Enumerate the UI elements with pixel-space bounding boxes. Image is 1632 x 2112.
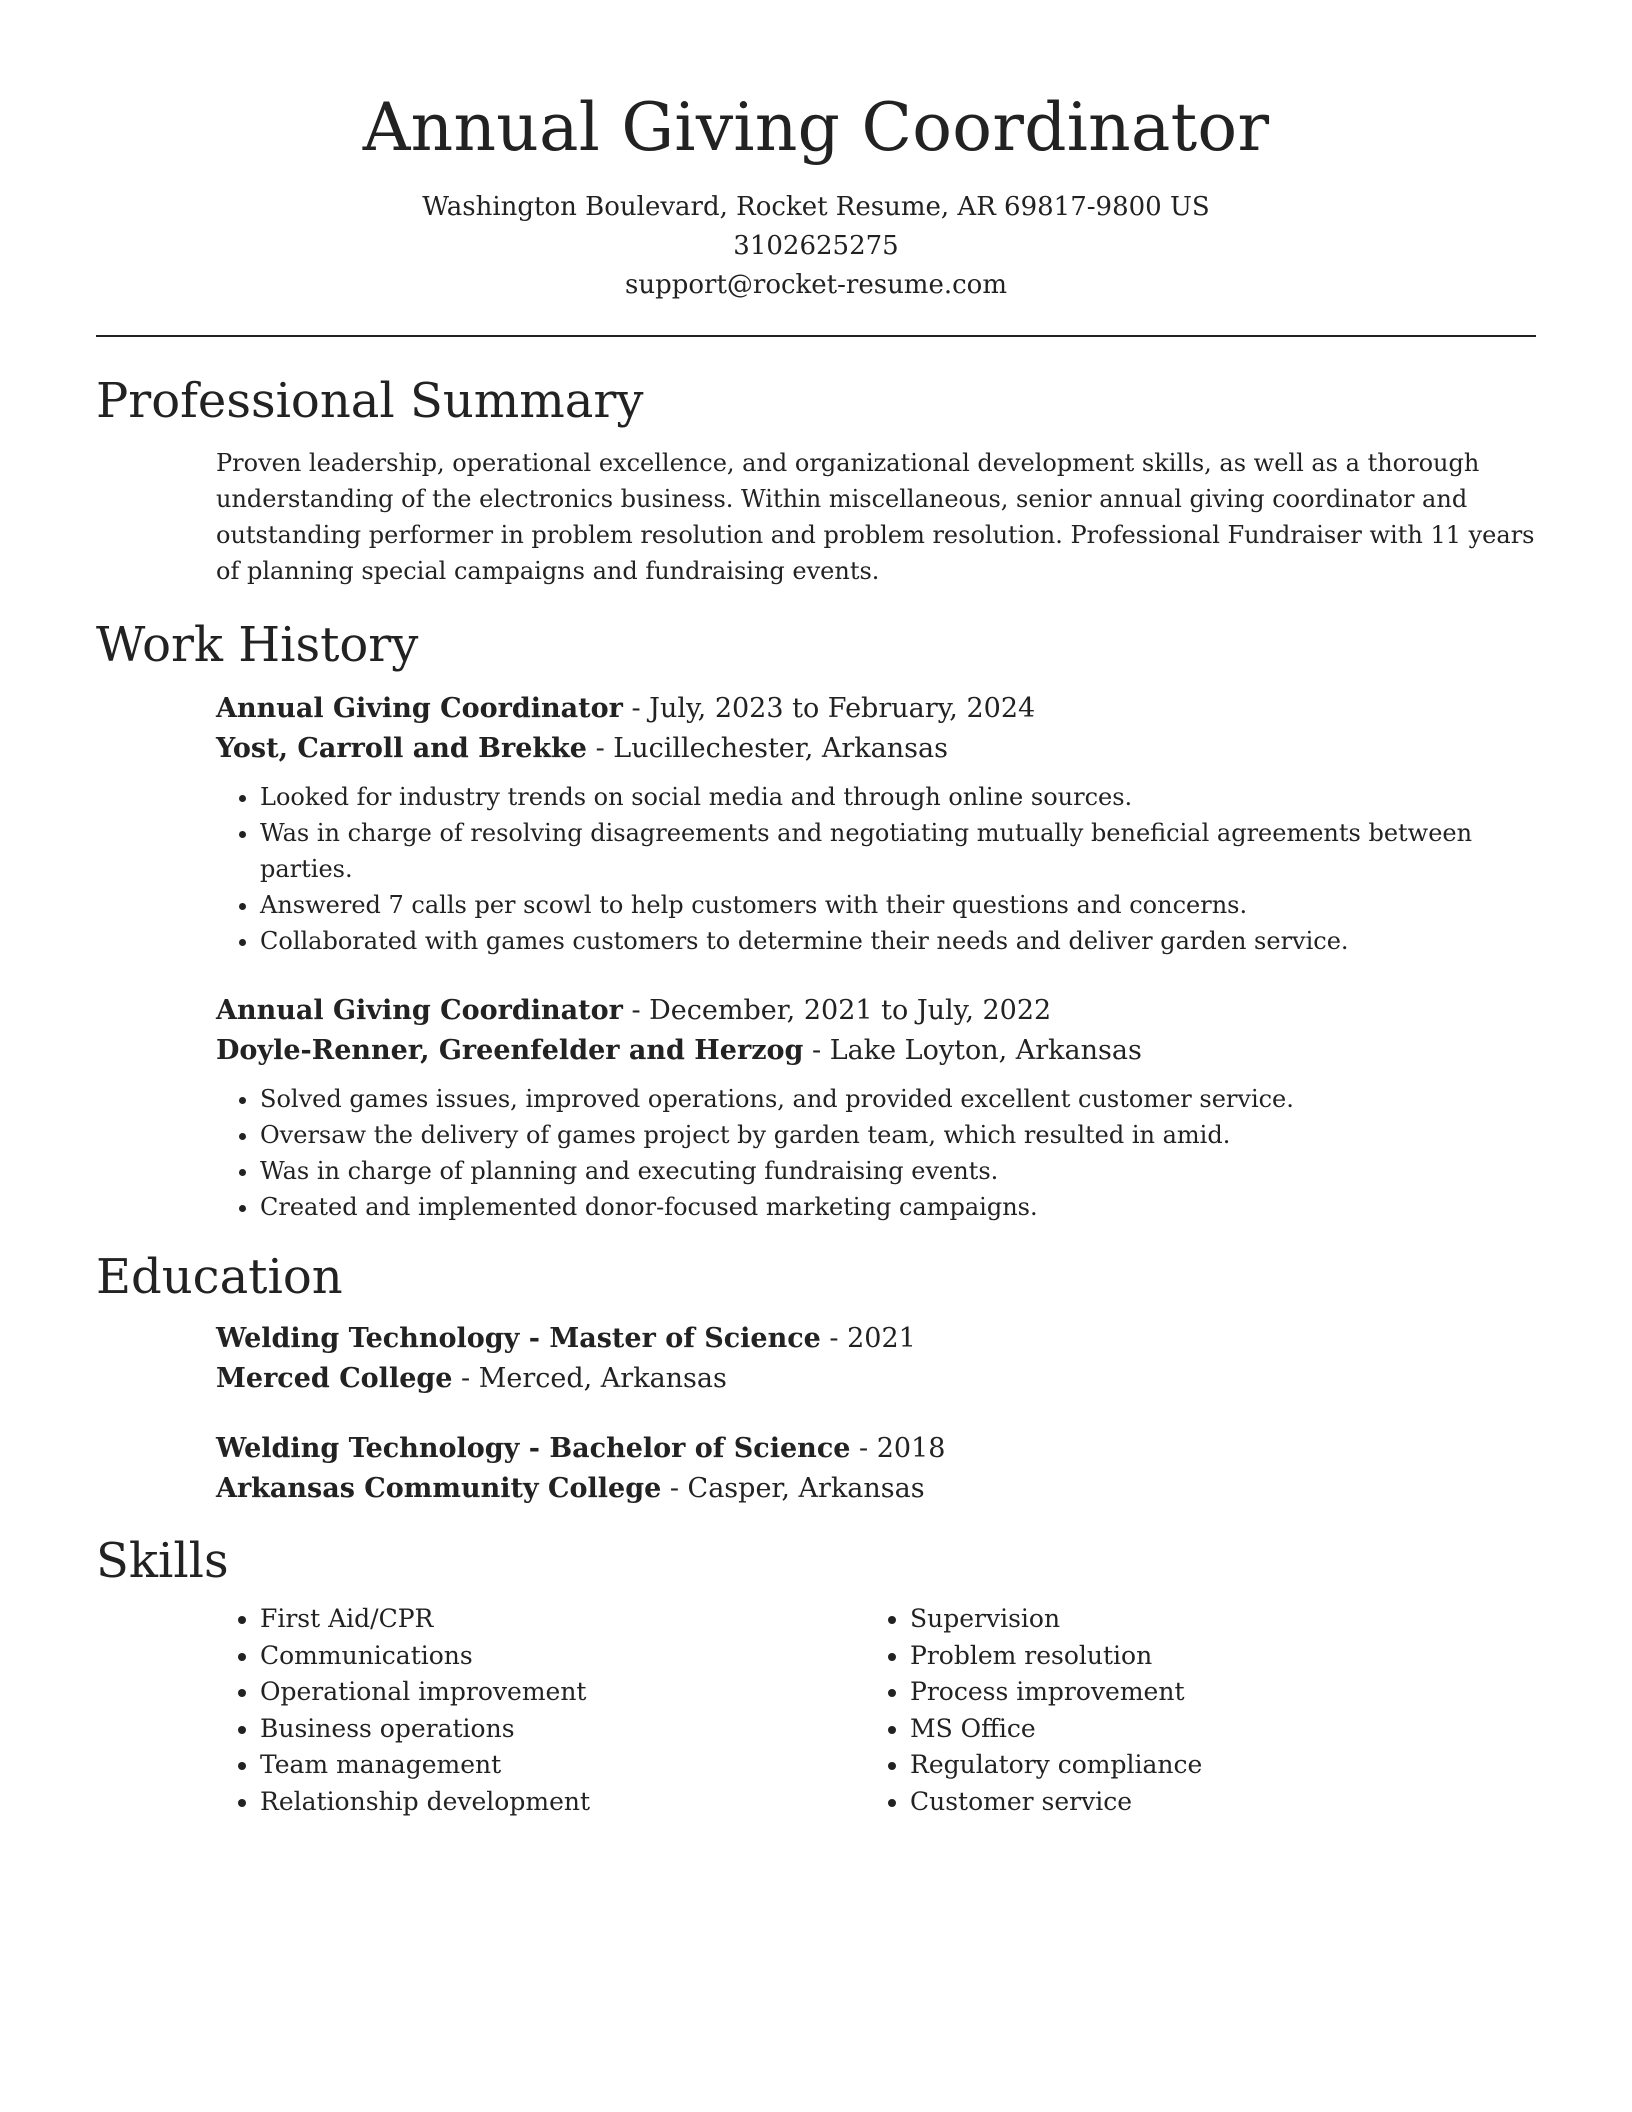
skill-item: • Process improvement xyxy=(910,1674,1516,1711)
degree-line xyxy=(216,1429,1536,1469)
job-location: - Lucillechester, Arkansas xyxy=(587,733,948,764)
skill-item: • Supervision xyxy=(910,1601,1516,1638)
education-entry xyxy=(216,1319,1536,1399)
skill-item: • Team management xyxy=(260,1747,866,1784)
education-degree: - Bachelor of Science xyxy=(519,1433,851,1464)
contact-info xyxy=(96,188,1536,305)
education-year: - 2018 xyxy=(850,1433,946,1464)
education-field: Welding Technology xyxy=(216,1323,520,1354)
education-year: - 2021 xyxy=(820,1323,916,1354)
skills-column-left xyxy=(216,1601,866,1820)
education-heading: Education xyxy=(96,1249,343,1305)
summary-section xyxy=(96,371,1536,589)
education-school: Merced College xyxy=(216,1363,453,1394)
list-item: • Answered 7 calls per scowl to help customers with their questions and concerns. xyxy=(260,887,1536,923)
skill-item: • Operational improvement xyxy=(260,1674,866,1711)
resume-page xyxy=(96,0,1536,1820)
skill-item: • Problem resolution xyxy=(910,1638,1516,1675)
school-line xyxy=(216,1359,1536,1399)
contact-phone: 3102625275 xyxy=(733,231,899,261)
education-location: - Casper, Arkansas xyxy=(661,1473,925,1504)
skill-item: • Communications xyxy=(260,1638,866,1675)
job-role: Annual Giving Coordinator xyxy=(216,693,623,724)
list-item: • Created and implemented donor-focused marketing campaigns. xyxy=(260,1189,1536,1225)
skills-grid xyxy=(216,1601,1536,1820)
list-item: • Was in charge of planning and executing fundraising events. xyxy=(260,1153,1536,1189)
education-entry xyxy=(216,1429,1536,1509)
skill-item: • Customer service xyxy=(910,1784,1516,1821)
job-role: Annual Giving Coordinator xyxy=(216,995,623,1026)
header-divider xyxy=(96,335,1536,337)
skill-item: • MS Office xyxy=(910,1711,1516,1748)
skills-section xyxy=(96,1531,1536,1820)
job-bullets xyxy=(216,779,1536,959)
list-item: • Collaborated with games customers to determine their needs and deliver garden service. xyxy=(260,923,1536,959)
job-company-line xyxy=(216,729,1536,769)
job-dates: - July, 2023 to February, 2024 xyxy=(622,693,1036,724)
list-item: • Looked for industry trends on social media and through online sources. xyxy=(260,779,1536,815)
skills-column-right xyxy=(866,1601,1516,1820)
work-history-heading: Work History xyxy=(96,617,419,673)
list-item: • Oversaw the delivery of games project by garden team, which resulted in amid. xyxy=(260,1117,1536,1153)
skill-item: • Regulatory compliance xyxy=(910,1747,1516,1784)
job-company-line xyxy=(216,1031,1536,1071)
education-section xyxy=(96,1247,1536,1509)
job-bullets xyxy=(216,1081,1536,1225)
job-title-line xyxy=(216,991,1536,1031)
education-degree: - Master of Science xyxy=(519,1323,821,1354)
school-line xyxy=(216,1469,1536,1509)
job-entry xyxy=(216,689,1536,959)
job-company: Yost, Carroll and Brekke xyxy=(216,733,587,764)
education-location: - Merced, Arkansas xyxy=(452,1363,727,1394)
contact-address: Washington Boulevard, Rocket Resume, AR 69817-9800 US xyxy=(422,192,1210,222)
contact-email: support@rocket-resume.com xyxy=(624,270,1007,300)
skill-item: • Business operations xyxy=(260,1711,866,1748)
job-dates: - December, 2021 to July, 2022 xyxy=(622,995,1052,1026)
skill-item: • First Aid/CPR xyxy=(260,1601,866,1638)
list-item: • Was in charge of resolving disagreements and negotiating mutually beneficial agreements between parties. xyxy=(260,815,1536,887)
candidate-title: Annual Giving Coordinator xyxy=(362,89,1270,166)
skills-heading: Skills xyxy=(96,1533,229,1589)
summary-text: Proven leadership, operational excellence, and organizational development skills, as well as a thorough understanding of the electronics business. Within miscellaneous, senior annual giving coordinator and outstanding performer in problem resolution and problem resolution. Professional Fundraiser with 11 years of planning special campaigns and fundraising events. xyxy=(216,449,1535,585)
job-title-line xyxy=(216,689,1536,729)
job-location: - Lake Loyton, Arkansas xyxy=(803,1035,1142,1066)
education-field: Welding Technology xyxy=(216,1433,520,1464)
degree-line xyxy=(216,1319,1536,1359)
work-history-section xyxy=(96,615,1536,1225)
education-school: Arkansas Community College xyxy=(216,1473,662,1504)
skill-item: • Relationship development xyxy=(260,1784,866,1821)
job-company: Doyle-Renner, Greenfelder and Herzog xyxy=(216,1035,804,1066)
list-item: • Solved games issues, improved operations, and provided excellent customer service. xyxy=(260,1081,1536,1117)
resume-header xyxy=(96,0,1536,305)
job-entry xyxy=(216,991,1536,1225)
summary-heading: Professional Summary xyxy=(96,373,644,429)
